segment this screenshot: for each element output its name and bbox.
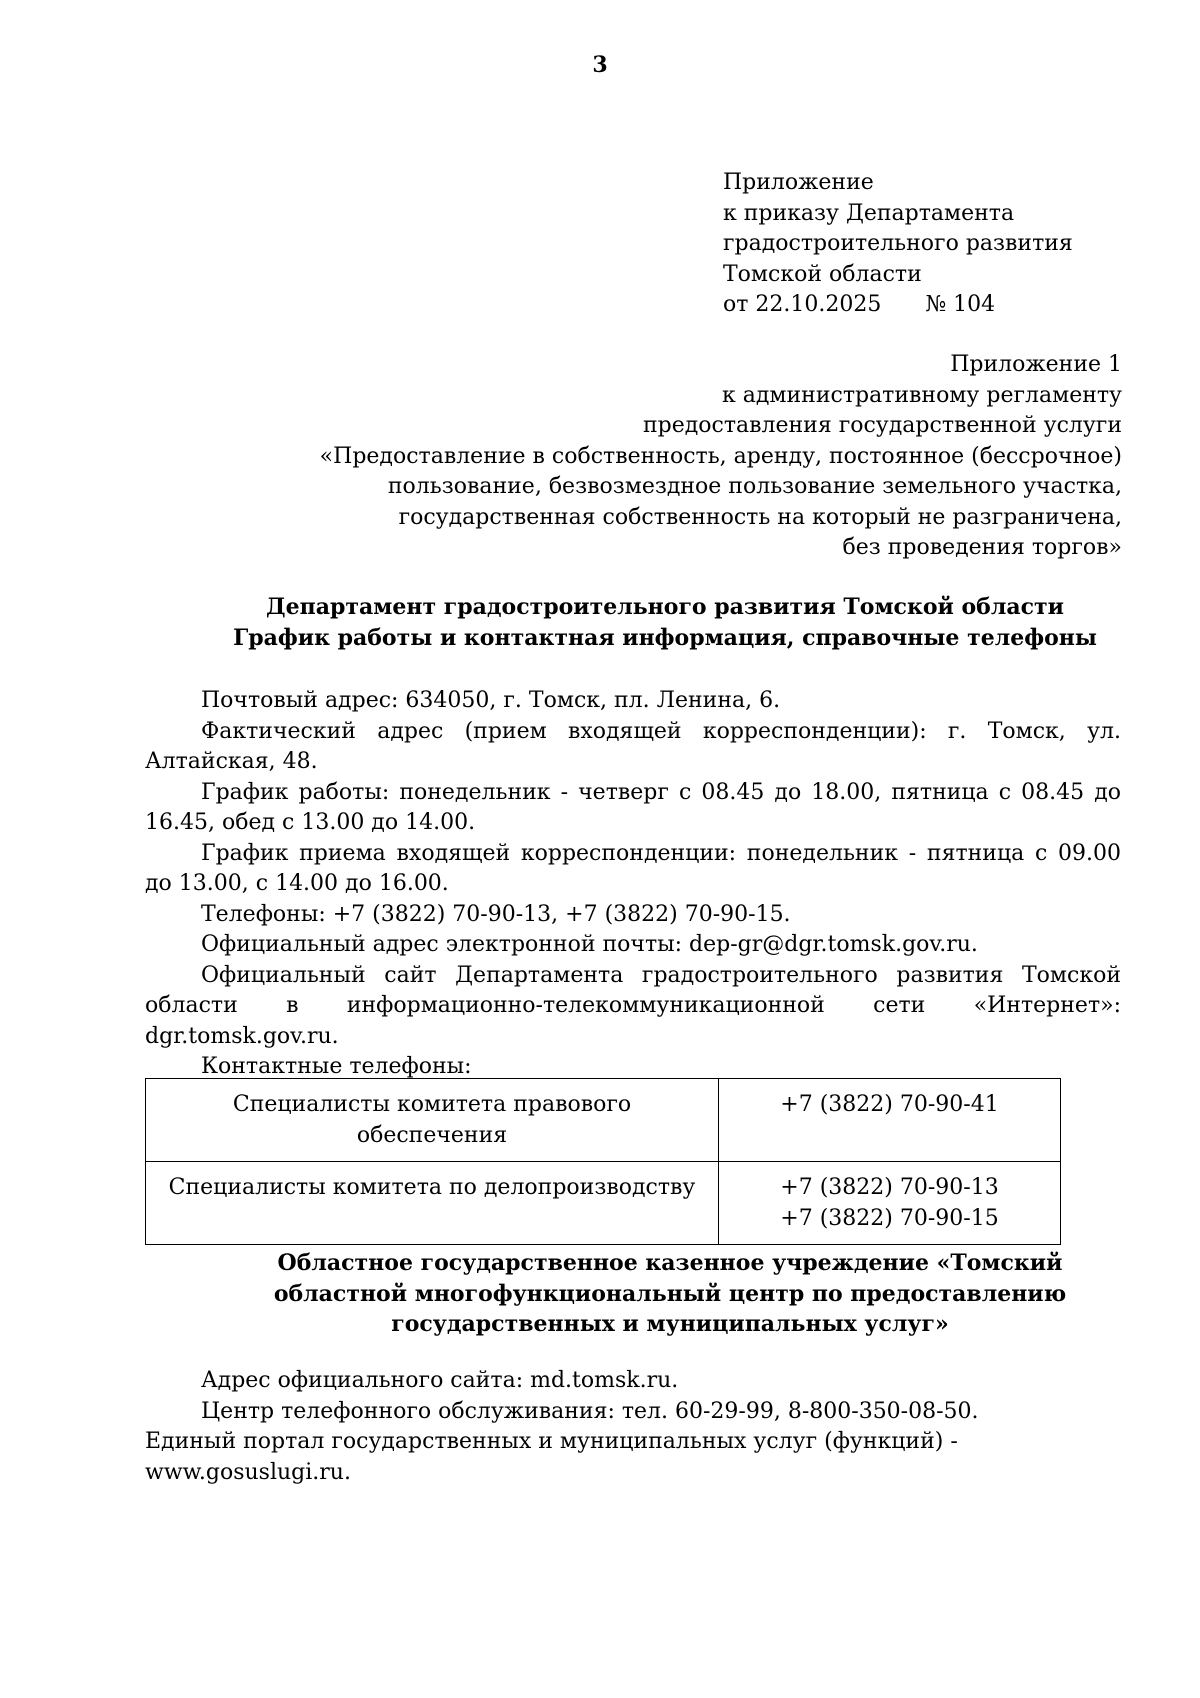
postal-address: Почтовый адрес: 634050, г. Томск, пл. Ленина, 6.	[201, 688, 781, 713]
mfc-heading-line: государственных и муниципальных услуг»	[391, 1311, 949, 1337]
appendix-line: государственная собственность на который не разграничена,	[398, 504, 1122, 530]
approval-line: Томской области	[723, 261, 922, 287]
phone-number: +7 (3822) 70-90-41	[780, 1092, 999, 1117]
contacts-table	[145, 1078, 1061, 1245]
approval-line: градостроительного развития	[723, 231, 1073, 256]
table-cell-name: Специалисты комитета правового обеспечения	[146, 1079, 719, 1162]
table-row	[146, 1162, 1061, 1245]
appendix-line: Приложение 1	[950, 352, 1122, 377]
appendix-line: пользование, безвозмездное пользование земельного участка,	[387, 474, 1122, 499]
appendix-line: «Предоставление в собственность, аренду, постоянное (бессрочное)	[319, 443, 1122, 469]
mfc-heading	[230, 1248, 1110, 1340]
appendix-line: предоставления государственной услуги	[642, 413, 1122, 438]
phone-number: +7 (3822) 70-90-15	[780, 1206, 999, 1231]
mfc-call-center: Центр телефонного обслуживания: тел. 60-29-99, 8-800-350-08-50.	[201, 1398, 979, 1424]
approval-block	[723, 168, 1123, 321]
department-heading	[200, 592, 1130, 653]
page-number: 3	[592, 52, 608, 78]
contact-phones-label: Контактные телефоны:	[201, 1054, 472, 1079]
approval-date: от 22.10.2025	[723, 292, 882, 317]
phone-number: +7 (3822) 70-90-13	[780, 1175, 999, 1200]
mfc-heading-line: областной многофункциональный центр по предоставлению	[273, 1280, 1067, 1307]
approval-number: № 104	[925, 292, 996, 317]
table-cell-name: Специалисты комитета по делопроизводству	[146, 1162, 719, 1245]
portal-url: www.gosuslugi.ru.	[145, 1459, 351, 1485]
phones: Телефоны: +7 (3822) 70-90-13, +7 (3822) 70-90-15.	[201, 901, 791, 927]
correspondence-schedule: График приема входящей корреспонденции: понедельник - пятница с 09.00 до 13.00, с 14.00 до 16.00.	[145, 840, 1121, 896]
appendix-block	[222, 350, 1122, 564]
appendix-line: к административному регламенту	[721, 382, 1122, 408]
official-site: Официальный сайт Департамента градостроительного развития Томской области в информационно-телекоммуникационной сети «Интернет»: dgr.tomsk.gov.ru.	[145, 962, 1121, 1049]
work-schedule: График работы: понедельник - четверг с 08.45 до 18.00, пятница с 08.45 до 16.45, обед с 13.00 до 14.00.	[145, 779, 1121, 835]
approval-line: Приложение	[723, 170, 874, 195]
mfc-info	[145, 1366, 1121, 1488]
approval-line: к приказу Департамента	[723, 200, 1015, 226]
department-heading-line: График работы и контактная информация, справочные телефоны	[233, 624, 1097, 651]
approval-date-line	[723, 290, 1123, 321]
portal-line: Единый портал государственных и муниципальных услуг (функций) -	[145, 1429, 958, 1454]
department-heading-line: Департамент градостроительного развития Томской области	[266, 594, 1064, 620]
table-cell-phone	[719, 1162, 1061, 1245]
mfc-site: Адрес официального сайта: md.tomsk.ru.	[201, 1368, 679, 1393]
appendix-line: без проведения торгов»	[842, 535, 1122, 560]
table-cell-phone	[719, 1079, 1061, 1162]
department-info	[145, 686, 1121, 1083]
table-row	[146, 1079, 1061, 1162]
email: Официальный адрес электронной почты: dep-gr@dgr.tomsk.gov.ru.	[201, 932, 978, 957]
actual-address: Фактический адрес (прием входящей корреспонденции): г. Томск, ул. Алтайская, 48.	[145, 718, 1121, 774]
mfc-heading-line: Областное государственное казенное учреждение «Томский	[277, 1250, 1063, 1276]
